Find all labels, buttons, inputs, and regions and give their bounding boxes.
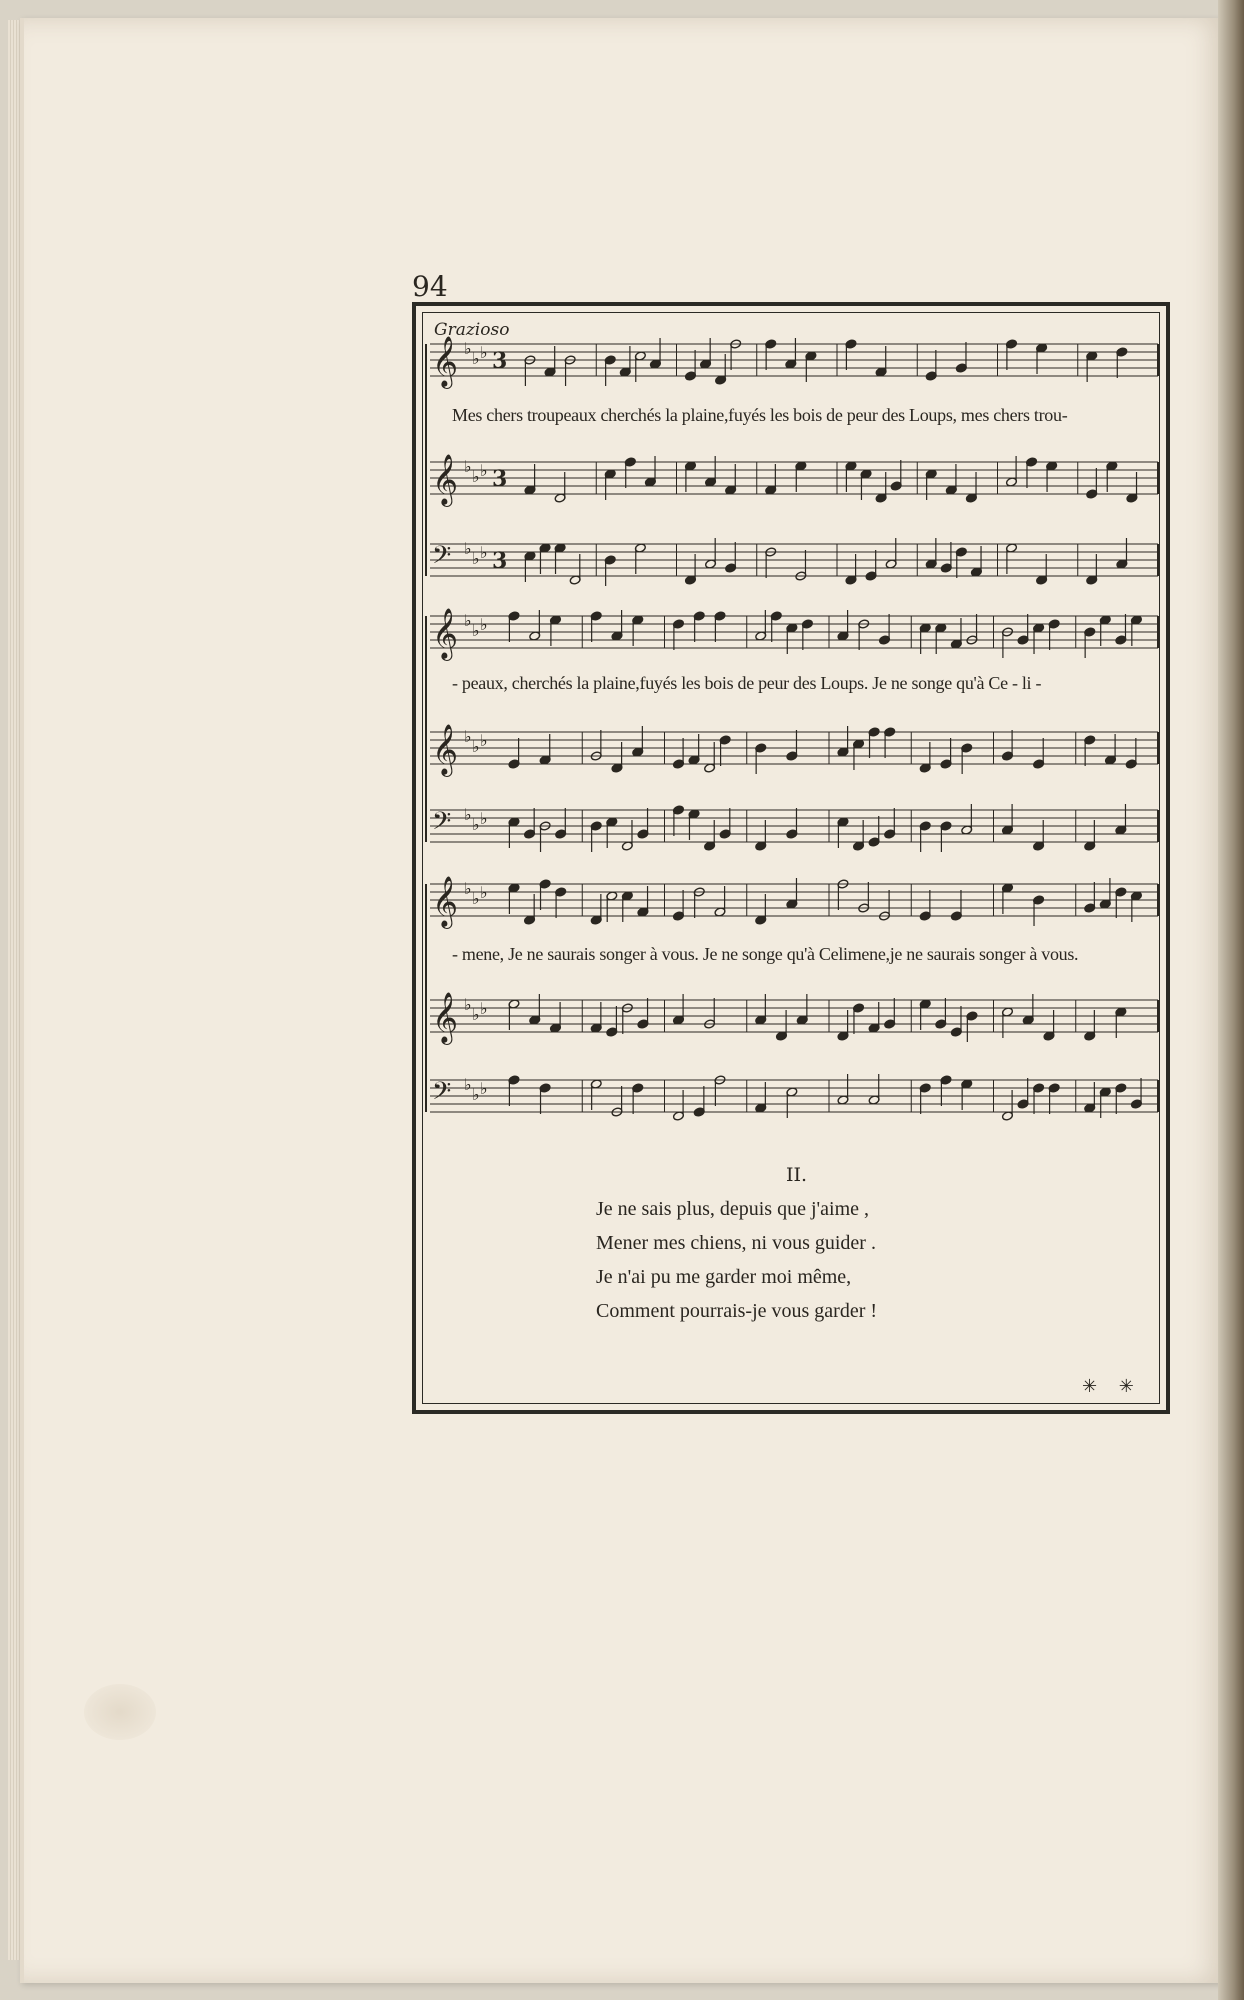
tempo-marking: Grazioso xyxy=(434,320,510,340)
flat-sign: ♭ xyxy=(464,805,472,824)
treble-clef: 𝄞 xyxy=(432,876,459,927)
flat-sign: ♭ xyxy=(464,339,472,358)
flat-sign: ♭ xyxy=(464,539,472,558)
treble-clef: 𝄞 xyxy=(432,454,459,505)
flat-sign: ♭ xyxy=(480,543,488,562)
flat-sign: ♭ xyxy=(472,1005,480,1024)
flat-sign: ♭ xyxy=(464,995,472,1014)
treble-clef: 𝄞 xyxy=(432,992,459,1043)
treble-clef: 𝄞 xyxy=(432,608,459,659)
bass-clef: 𝄢 xyxy=(432,807,452,842)
flat-sign: ♭ xyxy=(480,883,488,902)
flat-sign: ♭ xyxy=(464,1075,472,1094)
flat-sign: ♭ xyxy=(464,727,472,746)
flat-sign: ♭ xyxy=(480,1079,488,1098)
flat-sign: ♭ xyxy=(472,815,480,834)
verse-number: II. xyxy=(786,1164,808,1186)
flat-sign: ♭ xyxy=(480,615,488,634)
time-signature: 3 xyxy=(492,548,508,574)
flat-sign: ♭ xyxy=(472,889,480,908)
time-signature: 3 xyxy=(492,348,508,374)
flat-sign: ♭ xyxy=(480,809,488,828)
verse-line: Comment pourrais-je vous garder ! xyxy=(596,1300,878,1322)
lyric-line-3: - mene, Je ne saurais songer à vous. Je ne songe qu'à Celimene,je ne saurais songer à vous. xyxy=(452,944,1079,964)
bass-clef: 𝄢 xyxy=(432,1077,452,1112)
flat-sign: ♭ xyxy=(472,737,480,756)
flat-sign: ♭ xyxy=(480,731,488,750)
flat-sign: ♭ xyxy=(472,621,480,640)
time-signature: 3 xyxy=(492,466,508,492)
flat-sign: ♭ xyxy=(472,1085,480,1104)
lyric-line-1: Mes chers troupeaux cherchés la plaine,fuyés les bois de peur des Loups, mes chers trou- xyxy=(452,405,1068,425)
flat-sign: ♭ xyxy=(464,879,472,898)
page-number: 94 xyxy=(412,270,448,303)
treble-clef: 𝄞 xyxy=(432,336,459,387)
flat-sign: ♭ xyxy=(480,999,488,1018)
lyric-line-2: - peaux, cherchés la plaine,fuyés les bois de peur des Loups. Je ne songe qu'à Ce - li - xyxy=(452,673,1042,693)
flat-sign: ♭ xyxy=(480,343,488,362)
verse-line: Mener mes chiens, ni vous guider . xyxy=(596,1232,876,1254)
flat-sign: ♭ xyxy=(472,349,480,368)
flat-sign: ♭ xyxy=(464,611,472,630)
bass-clef: 𝄢 xyxy=(432,541,452,576)
flat-sign: ♭ xyxy=(472,549,480,568)
ornament-stars: ✳ ✳ xyxy=(1082,1376,1142,1397)
flat-sign: ♭ xyxy=(464,457,472,476)
verse-line: Je n'ai pu me garder moi même, xyxy=(596,1266,852,1288)
verse-line: Je ne sais plus, depuis que j'aime , xyxy=(596,1198,869,1220)
flat-sign: ♭ xyxy=(472,467,480,486)
flat-sign: ♭ xyxy=(480,461,488,480)
treble-clef: 𝄞 xyxy=(432,724,459,775)
